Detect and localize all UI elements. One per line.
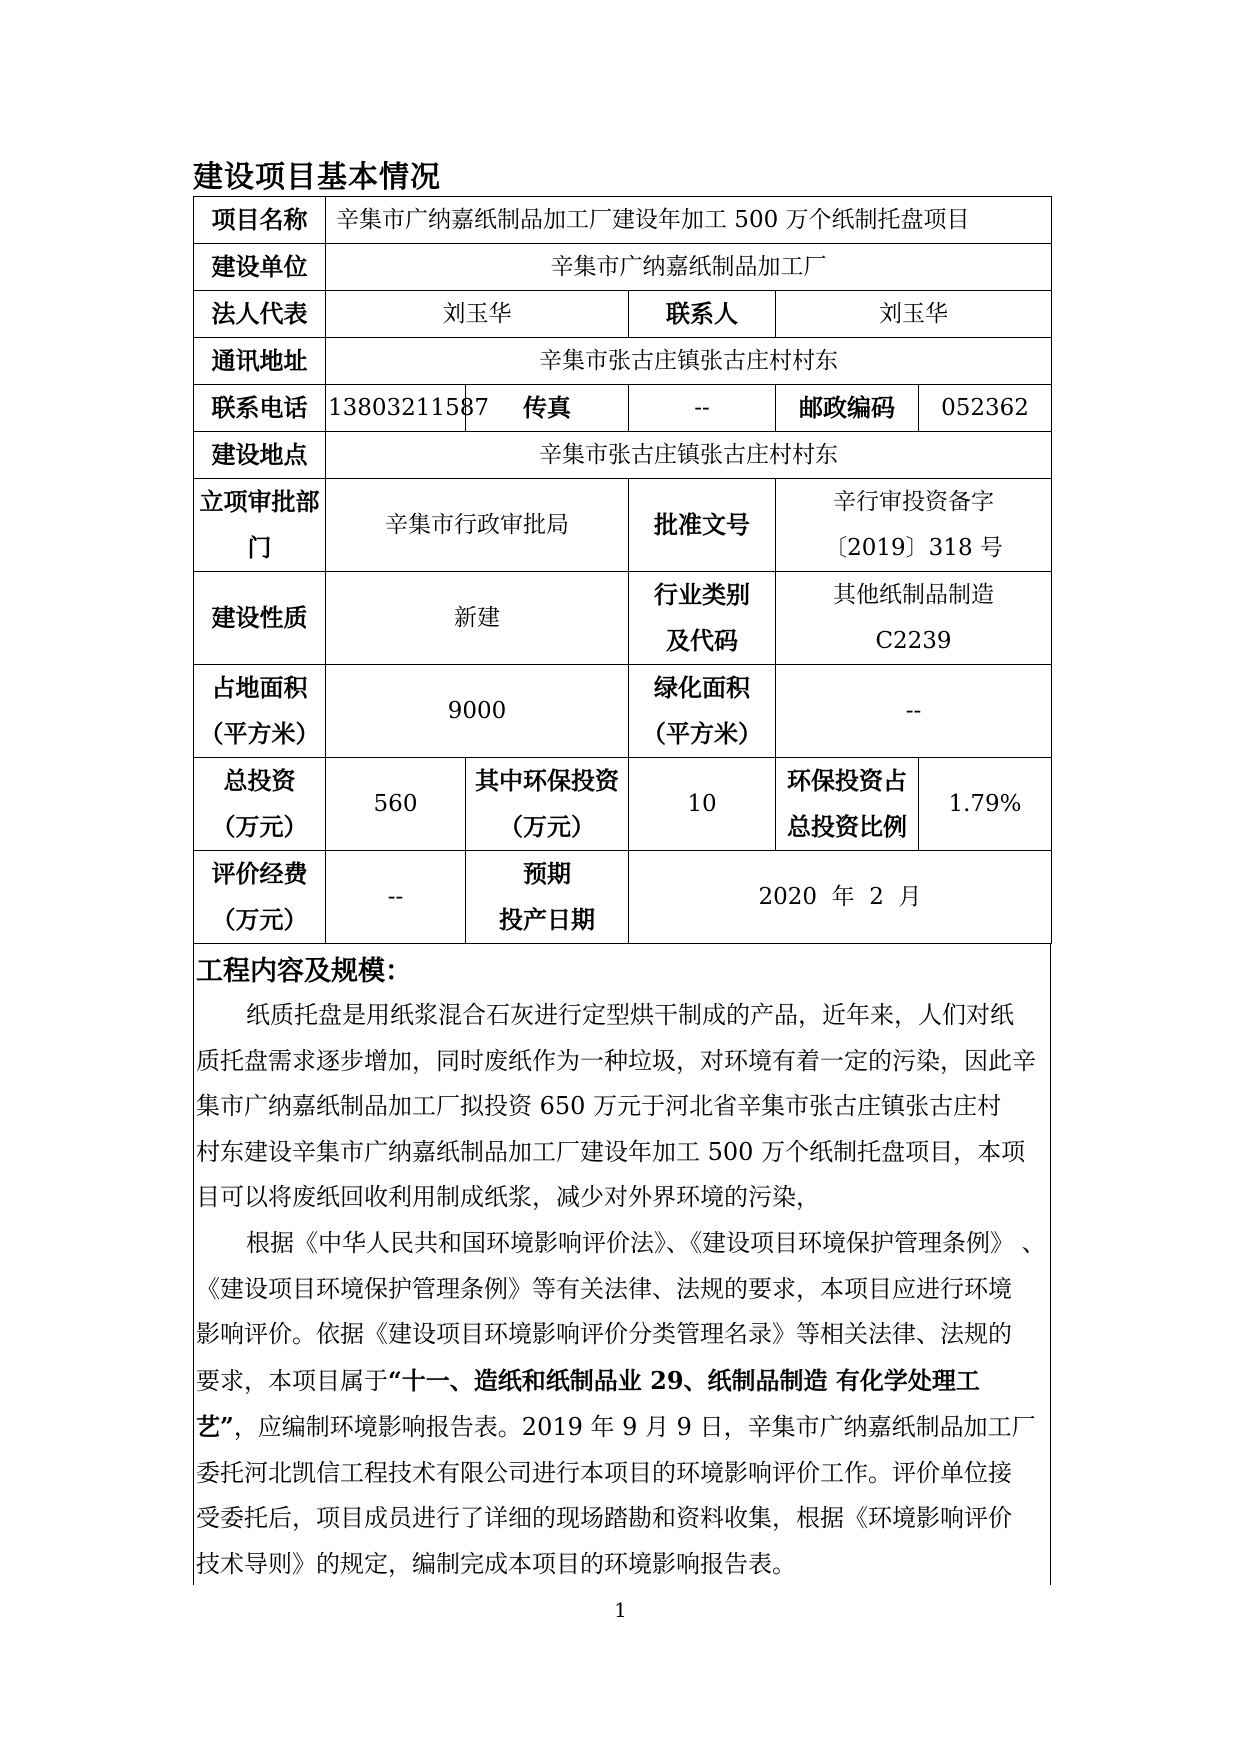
value-env-investment: 10 bbox=[629, 758, 776, 851]
para2-bold-text: “十一、造纸和纸制品业 29、纸制品制造 有化学处理工 bbox=[388, 1365, 980, 1395]
value-approval-dept: 辛集市行政审批局 bbox=[326, 479, 629, 572]
label-contact-person: 联系人 bbox=[629, 291, 776, 338]
label-env-investment bbox=[466, 758, 629, 851]
page-number: 1 bbox=[614, 1598, 627, 1622]
project-info-table bbox=[193, 196, 1052, 944]
label-green-area-line1: 绿化面积 bbox=[654, 673, 750, 702]
label-land-area-line1: 占地面积 bbox=[211, 673, 308, 702]
para2-text: 要求，本项目属于 bbox=[196, 1366, 388, 1395]
value-green-area: -- bbox=[776, 665, 1052, 758]
para2-text: ，应编制环境影响报告表。2019 年 9 月 9 日，辛集市广纳嘉纸制品加工厂 bbox=[233, 1413, 1036, 1441]
label-production-date-line1: 预期 bbox=[523, 859, 571, 888]
row-construction-unit bbox=[194, 244, 1052, 291]
value-total-investment: 560 bbox=[326, 758, 466, 851]
label-approval-dept: 立项审批部门 bbox=[194, 479, 326, 572]
label-green-area bbox=[629, 665, 776, 758]
label-total-investment-line2: （万元） bbox=[211, 812, 308, 841]
label-total-investment-line1: 总投资 bbox=[223, 766, 296, 795]
page-title: 建设项目基本情况 bbox=[193, 160, 441, 195]
label-nature: 建设性质 bbox=[194, 572, 326, 665]
para2-line: 根据《中华人民共和国环境影响评价法》、《建设项目环境保护管理条例》 、 bbox=[246, 1229, 1046, 1257]
label-construction-unit: 建设单位 bbox=[194, 244, 326, 291]
value-fax: -- bbox=[629, 385, 776, 432]
row-area bbox=[194, 665, 1052, 758]
row-approval bbox=[194, 479, 1052, 572]
value-industry bbox=[776, 572, 1052, 665]
para2-line bbox=[196, 1358, 1048, 1405]
para1-line: 村东建设辛集市广纳嘉纸制品加工厂建设年加工 500 万个纸制托盘项目，本项 bbox=[196, 1137, 1026, 1166]
label-industry-line2: 及代码 bbox=[666, 626, 738, 655]
label-eval-fee-line1: 评价经费 bbox=[211, 859, 308, 888]
label-address: 通讯地址 bbox=[194, 338, 326, 385]
value-eval-fee: -- bbox=[326, 851, 466, 944]
value-phone: 13803211587 bbox=[326, 385, 466, 432]
value-industry-line1: 其他纸制品制造 bbox=[833, 582, 995, 608]
row-phone bbox=[194, 385, 1052, 432]
label-phone: 联系电话 bbox=[194, 385, 326, 432]
para2-line: 《建设项目环境保护管理条例》等有关法律、法规的要求，本项目应进行环境 bbox=[196, 1274, 1012, 1303]
label-land-area bbox=[194, 665, 326, 758]
para2-line: 技术导则》的规定，编制完成本项目的环境影响报告表。 bbox=[196, 1549, 796, 1578]
value-production-date: 2020 年 2 月 bbox=[629, 851, 1052, 944]
paragraph-2 bbox=[196, 1221, 1048, 1587]
para2-line: 影响评价。依据《建设项目环境影响评价分类管理名录》等相关法律、法规的 bbox=[196, 1320, 1012, 1348]
label-env-ratio-line1: 环保投资占 bbox=[787, 766, 907, 795]
label-fax: 传真 bbox=[466, 385, 629, 432]
row-address bbox=[194, 338, 1052, 385]
label-eval-fee bbox=[194, 851, 326, 944]
value-approval-no-line1: 辛行审投资备字 bbox=[833, 489, 995, 515]
label-green-area-line2: （平方米） bbox=[642, 719, 762, 748]
value-project-name: 辛集市广纳嘉纸制品加工厂建设年加工 500 万个纸制托盘项目 bbox=[326, 197, 1052, 244]
para2-line bbox=[196, 1404, 1048, 1451]
label-postcode: 邮政编码 bbox=[776, 385, 919, 432]
label-land-area-line2: （平方米） bbox=[199, 719, 320, 748]
label-eval-fee-line2: （万元） bbox=[211, 905, 308, 934]
label-env-investment-line2: （万元） bbox=[499, 812, 595, 841]
value-postcode: 052362 bbox=[919, 385, 1052, 432]
para1-line: 目可以将废纸回收利用制成纸浆，减少对外界环境的污染， bbox=[196, 1183, 820, 1211]
label-location: 建设地点 bbox=[194, 432, 326, 479]
value-land-area: 9000 bbox=[326, 665, 629, 758]
project-content-section bbox=[193, 943, 1051, 1585]
row-location bbox=[194, 432, 1052, 479]
para2-bold-text: 艺” bbox=[196, 1412, 234, 1441]
label-env-investment-line1: 其中环保投资 bbox=[475, 766, 619, 795]
row-legal-rep bbox=[194, 291, 1052, 338]
label-industry-line1: 行业类别 bbox=[654, 580, 750, 609]
label-approval-no: 批准文号 bbox=[629, 479, 776, 572]
label-total-investment bbox=[194, 758, 326, 851]
value-address: 辛集市张古庄镇张古庄村村东 bbox=[326, 338, 1052, 385]
value-legal-rep: 刘玉华 bbox=[326, 291, 629, 338]
label-production-date-line2: 投产日期 bbox=[499, 905, 595, 934]
paragraph-1 bbox=[196, 993, 1048, 1221]
label-legal-rep: 法人代表 bbox=[194, 291, 326, 338]
value-construction-unit: 辛集市广纳嘉纸制品加工厂 bbox=[326, 244, 1052, 291]
para2-line: 受委托后，项目成员进行了详细的现场踏勘和资料收集，根据《环境影响评价 bbox=[196, 1504, 1012, 1532]
label-project-name: 项目名称 bbox=[194, 197, 326, 244]
label-env-ratio-line2: 总投资比例 bbox=[787, 812, 907, 841]
value-nature: 新建 bbox=[326, 572, 629, 665]
value-env-ratio: 1.79% bbox=[919, 758, 1052, 851]
para1-line: 纸质托盘是用纸浆混合石灰进行定型烘干制成的产品，近年来，人们对纸 bbox=[246, 1001, 1014, 1029]
label-industry bbox=[629, 572, 776, 665]
row-nature bbox=[194, 572, 1052, 665]
para1-line: 质托盘需求逐步增加，同时废纸作为一种垃圾，对环境有着一定的污染，因此辛 bbox=[196, 1046, 1036, 1075]
label-env-ratio bbox=[776, 758, 919, 851]
para1-line: 集市广纳嘉纸制品加工厂拟投资 650 万元于河北省辛集市张古庄镇张古庄村 bbox=[196, 1092, 1002, 1120]
value-approval-no bbox=[776, 479, 1052, 572]
label-production-date bbox=[466, 851, 629, 944]
row-investment bbox=[194, 758, 1052, 851]
value-approval-no-line2: 〔2019〕318 号 bbox=[824, 535, 1003, 561]
row-project-name bbox=[194, 197, 1052, 244]
value-contact-person: 刘玉华 bbox=[776, 291, 1052, 338]
row-fee-date bbox=[194, 851, 1052, 944]
value-location: 辛集市张古庄镇张古庄村村东 bbox=[326, 432, 1052, 479]
para2-line: 委托河北凯信工程技术有限公司进行本项目的环境影响评价工作。评价单位接 bbox=[196, 1458, 1012, 1487]
value-industry-line2: C2239 bbox=[875, 628, 952, 654]
section-heading: 工程内容及规模： bbox=[196, 956, 412, 987]
